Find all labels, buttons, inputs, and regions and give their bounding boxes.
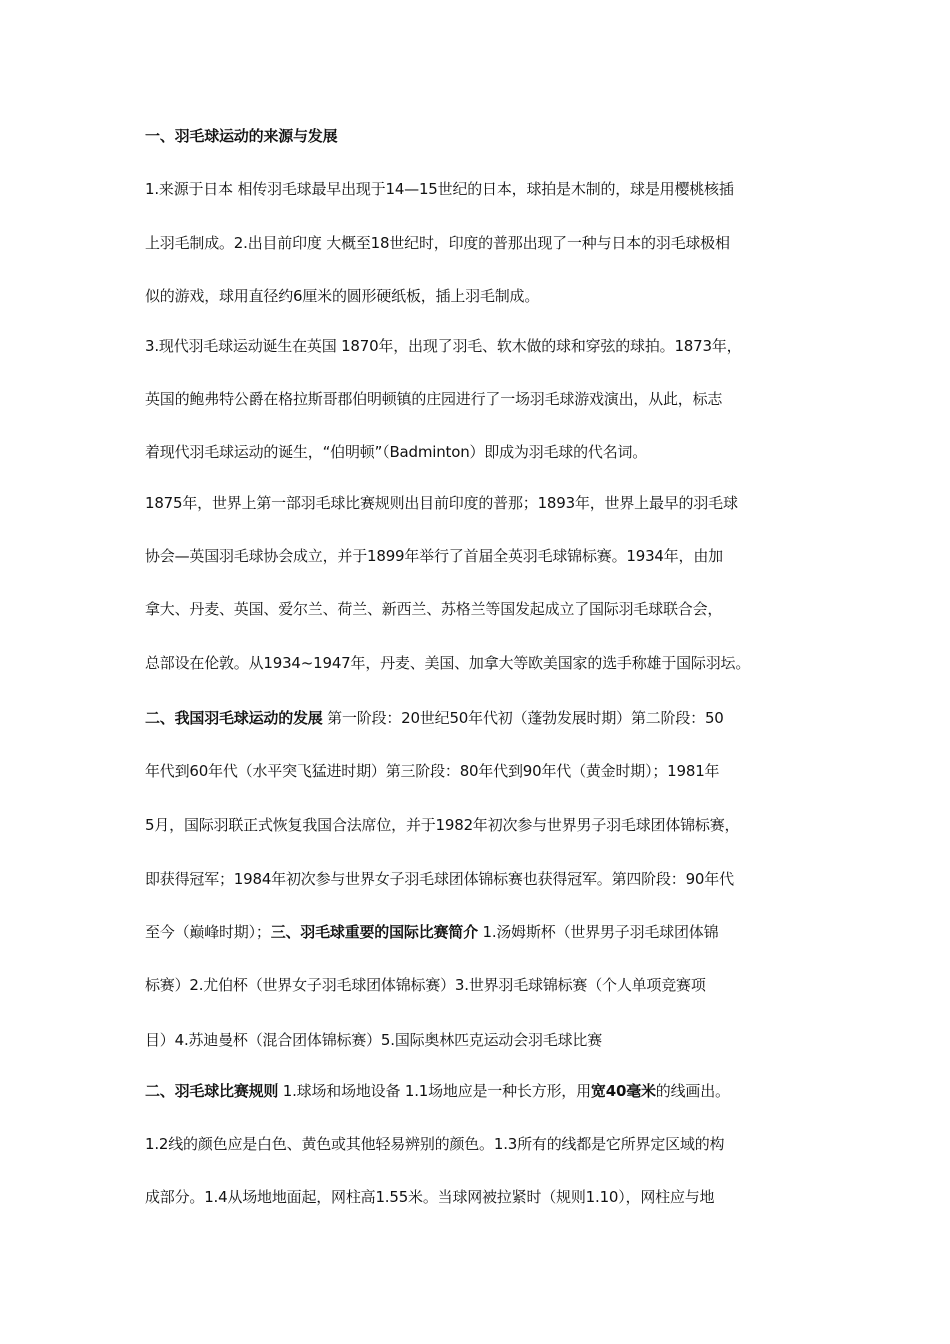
text-run: 1.球场和场地设备 1.1场地应是一种长方形，用 xyxy=(278,1082,591,1100)
text-run: 协会—英国羽毛球协会成立，并于1899年举行了首届全英羽毛球锦标赛。1934年，由加 xyxy=(145,547,723,565)
text-run: 1.汤姆斯杯（世界男子羽毛球团体锦 xyxy=(477,923,719,941)
text-run: 似的游戏，球用直径约6厘米的圆形硬纸板，插上羽毛制成。 xyxy=(145,287,540,305)
doc-line xyxy=(145,708,724,728)
doc-line xyxy=(145,389,722,409)
text-run: 1.2线的颜色应是白色、黄色或其他轻易辨别的颜色。1.3所有的线都是它所界定区域的构 xyxy=(145,1135,725,1153)
text-run: 的线画出。 xyxy=(655,1082,730,1100)
section-heading: 三、羽毛球重要的国际比赛简介 xyxy=(270,923,478,941)
doc-line xyxy=(145,336,741,356)
text-run: 标赛）2.尤伯杯（世界女子羽毛球团体锦标赛）3.世界羽毛球锦标赛（个人单项竞赛项 xyxy=(145,976,706,994)
doc-line xyxy=(145,975,706,995)
doc-line xyxy=(145,493,738,513)
doc-line xyxy=(145,126,337,146)
section-heading: 二、羽毛球比赛规则 xyxy=(145,1082,279,1100)
doc-line xyxy=(145,1134,724,1154)
doc-line xyxy=(145,599,722,619)
doc-line xyxy=(145,761,719,781)
section-heading: 二、我国羽毛球运动的发展 xyxy=(145,709,323,727)
section-heading: 一、羽毛球运动的来源与发展 xyxy=(145,127,338,145)
text-run: 第一阶段：20世纪50年代初（蓬勃发展时期）第二阶段：50 xyxy=(322,709,724,727)
doc-line xyxy=(145,922,718,942)
doc-line xyxy=(145,286,539,306)
doc-line xyxy=(145,653,750,673)
text-run: 目）4.苏迪曼杯（混合团体锦标赛）5.国际奥林匹克运动会羽毛球比赛 xyxy=(145,1031,603,1049)
doc-line xyxy=(145,1030,602,1050)
text-run: 5月，国际羽联正式恢复我国合法席位，并于1982年初次参与世界男子羽毛球团体锦标赛， xyxy=(145,816,740,834)
text-run: 成部分。1.4从场地地面起，网柱高1.55米。当球网被拉紧时（规则1.10），网柱应与地 xyxy=(145,1188,715,1206)
doc-line xyxy=(145,233,730,253)
text-run: 即获得冠军；1984年初次参与世界女子羽毛球团体锦标赛也获得冠军。第四阶段：90年代 xyxy=(145,870,734,888)
text-run: 拿大、丹麦、英国、爱尔兰、荷兰、新西兰、苏格兰等国发起成立了国际羽毛球联合会， xyxy=(145,600,723,618)
doc-line xyxy=(145,442,647,462)
text-run: 3.现代羽毛球运动诞生在英国 1870年，出现了羽毛、软木做的球和穿弦的球拍。1873年， xyxy=(145,337,742,355)
doc-line xyxy=(145,179,734,199)
doc-line xyxy=(145,869,734,889)
text-run: 1.来源于日本 相传羽毛球最早出现于14—15世纪的日本，球拍是木制的，球是用樱桃核插 xyxy=(145,180,734,198)
text-run: 总部设在伦敦。从1934~1947年，丹麦、美国、加拿大等欧美国家的选手称雄于国际羽坛。 xyxy=(145,654,751,672)
doc-line xyxy=(145,1187,714,1207)
doc-line xyxy=(145,546,723,566)
doc-line xyxy=(145,815,739,835)
emphasis-text: 宽40毫米 xyxy=(590,1082,656,1100)
doc-line xyxy=(145,1081,730,1101)
text-run: 1875年，世界上第一部羽毛球比赛规则出目前印度的普那；1893年，世界上最早的羽毛球 xyxy=(145,494,738,512)
text-run: 年代到60年代（水平突飞猛进时期）第三阶段：80年代到90年代（黄金时期）；1981年 xyxy=(145,762,720,780)
text-run: 上羽毛制成。2.出目前印度 大概至18世纪时，印度的普那出现了一种与日本的羽毛球极相 xyxy=(145,234,730,252)
text-run: 着现代羽毛球运动的诞生，“伯明顿”（Badminton）即成为羽毛球的代名词。 xyxy=(145,443,648,461)
text-run: 至今（巅峰时期）； xyxy=(145,923,271,941)
text-run: 英国的鲍弗特公爵在格拉斯哥郡伯明顿镇的庄园进行了一场羽毛球游戏演出，从此，标志 xyxy=(145,390,723,408)
